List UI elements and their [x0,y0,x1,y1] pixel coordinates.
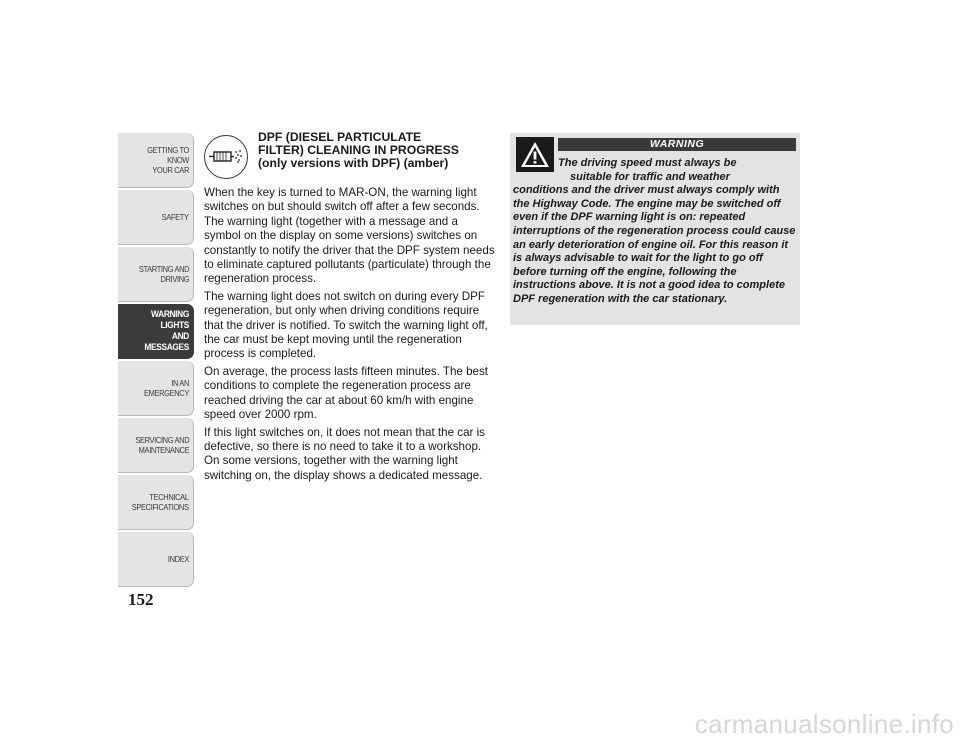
tab-label: SAFETY [162,212,189,222]
paragraph: The warning light does not switch on during every DPF regeneration, but only when driving conditions require that the driver is notified. To switch the warning light off, the car must be kept moving until the regeneration process is completed. [204,289,488,361]
tab-safety[interactable] [118,190,194,245]
tab-label: IN AN EMERGENCY [143,378,189,398]
warning-line: suitable for traffic and weather [570,170,730,183]
warning-body: conditions and the driver must always comply with the Highway Code. The engine may be switched off even if the DPF warning light is on: repeated interruptions of the regeneration process could cause an early deterioration of engine oil. For this reason it is always advisable to wait for the light to go off before turning off the engine, following the instructions above. It is not a good idea to complete DPF regeneration with the car stationary. [513,184,796,305]
watermark: carmanualsonline.info [694,709,954,739]
dpf-warning-light-icon [204,135,248,179]
tab-emergency[interactable] [118,361,194,416]
paragraph: If this light switches on, it does not mean that the car is defective, so there is no need to take it to a workshop. On some versions, together with the warning light switching on, the display shows a dedicated message. [204,425,485,482]
tab-label: INDEX [167,554,189,564]
warning-line: The driving speed must always be [558,157,737,169]
body-text [204,186,496,486]
tab-starting-driving[interactable] [118,247,194,302]
warning-box [510,133,800,325]
paragraph: On average, the process lasts fifteen minutes. The best conditions to complete the regeneration process are reached driving the car at about 60 km/h with engine speed over 2000 rpm. [204,364,488,422]
paragraph: When the key is turned to MAR-ON, the warning light switches on but should switch off after a few seconds. The warning light (together with a message and a symbol on the display on some versions) switches on constantly to notify the driver that the DPF system needs to eliminate captured pollutants (particulate) through the regeneration process. [204,186,495,286]
warning-title: WARNING [558,138,796,151]
tab-label: SERVICING AND MAINTENANCE [135,435,189,455]
tab-label: WARNING LIGHTS AND MESSAGES [144,309,189,353]
warning-text [513,157,797,307]
tab-label: STARTING AND DRIVING [138,264,189,284]
section-heading: DPF (DIESEL PARTICULATE FILTER) CLEANING IN PROGRESS (only versions with DPF) (amber) [258,130,459,170]
tab-label: TECHNICAL SPECIFICATIONS [132,492,189,512]
tab-index[interactable] [118,532,194,587]
tab-getting-to-know[interactable] [118,133,194,188]
tab-warning-lights[interactable] [118,304,194,359]
tab-label: GETTING TO KNOW YOUR CAR [147,145,189,175]
tab-servicing[interactable] [118,418,194,473]
tab-technical-specs[interactable] [118,475,194,530]
page-number: 152 [128,590,154,609]
